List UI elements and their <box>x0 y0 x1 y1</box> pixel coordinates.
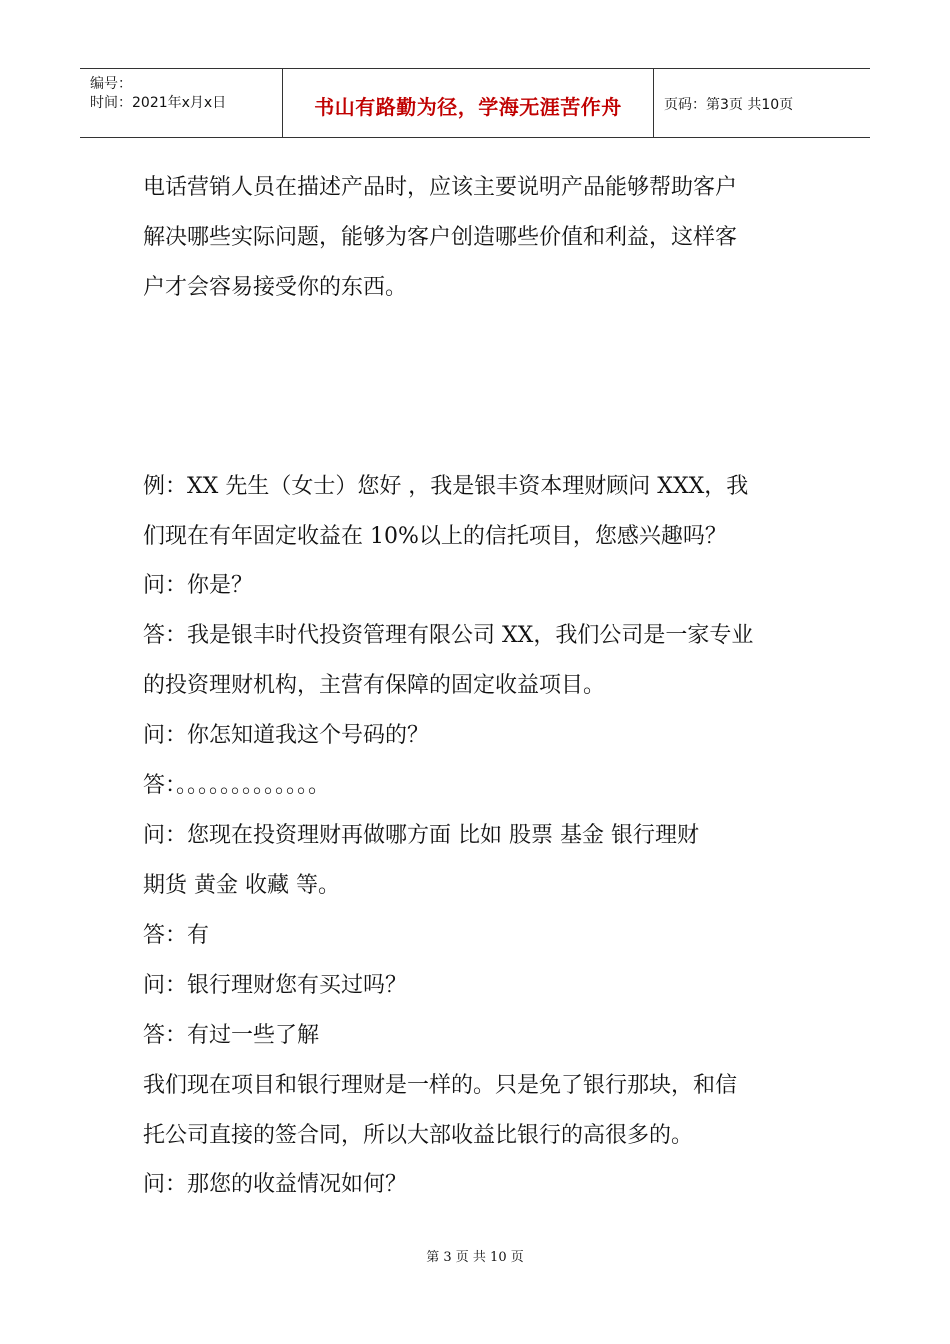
body-paragraph-line: 电话营销人员在描述产品时，应该主要说明产品能够帮助客户 <box>143 175 738 200</box>
body-paragraph-line: 问：你怎知道我这个号码的？ <box>143 723 430 748</box>
document-header <box>80 68 870 138</box>
body-paragraph-line: 答：。。。。。。。。。。。。。 <box>143 773 331 798</box>
page-footer: 第 3 页 共 10 页 <box>426 1250 524 1265</box>
header-page-info: 页码：第3页 共10页 <box>664 97 794 113</box>
body-paragraph-line: 例：XX 先生（女士）您好 ，我是银丰资本理财顾问 XXX，我 <box>143 474 749 499</box>
body-paragraph-line: 答：有过一些了解 <box>143 1023 320 1048</box>
body-paragraph-line: 问：您现在投资理财再做哪方面 比如 股票 基金 银行理财 <box>143 823 699 848</box>
body-paragraph-line: 解决哪些实际问题，能够为客户创造哪些价值和利益，这样客 <box>143 225 738 250</box>
header-motto-cell <box>283 69 654 137</box>
body-paragraph-line: 期货 黄金 收藏 等。 <box>143 873 340 898</box>
body-paragraph-line: 的投资理财机构，主营有保障的固定收益项目。 <box>143 673 606 698</box>
header-page-cell <box>654 69 870 137</box>
body-paragraph-line: 答：有 <box>143 923 210 948</box>
document-number-label: 编号： <box>90 76 132 92</box>
body-paragraph-line: 问：你是？ <box>143 573 254 598</box>
body-paragraph-line: 答：我是银丰时代投资管理有限公司 XX，我们公司是一家专业 <box>143 623 754 648</box>
body-paragraph-line: 户才会容易接受你的东西。 <box>143 275 408 300</box>
header-motto: 书山有路勤为径，学海无涯苦作舟 <box>314 95 622 119</box>
body-paragraph-line: 们现在有年固定收益在 10%以上的信托项目，您感兴趣吗？ <box>143 524 727 549</box>
document-date-label: 时间：2021年x月x日 <box>90 95 227 111</box>
body-paragraph-line: 问：那您的收益情况如何？ <box>143 1172 408 1197</box>
body-paragraph-line: 我们现在项目和银行理财是一样的。只是免了银行那块，和信 <box>143 1073 738 1098</box>
header-info-cell <box>80 69 283 137</box>
body-paragraph-line: 问：银行理财您有买过吗？ <box>143 973 408 998</box>
body-paragraph-line: 托公司直接的签合同，所以大部收益比银行的高很多的。 <box>143 1123 694 1148</box>
